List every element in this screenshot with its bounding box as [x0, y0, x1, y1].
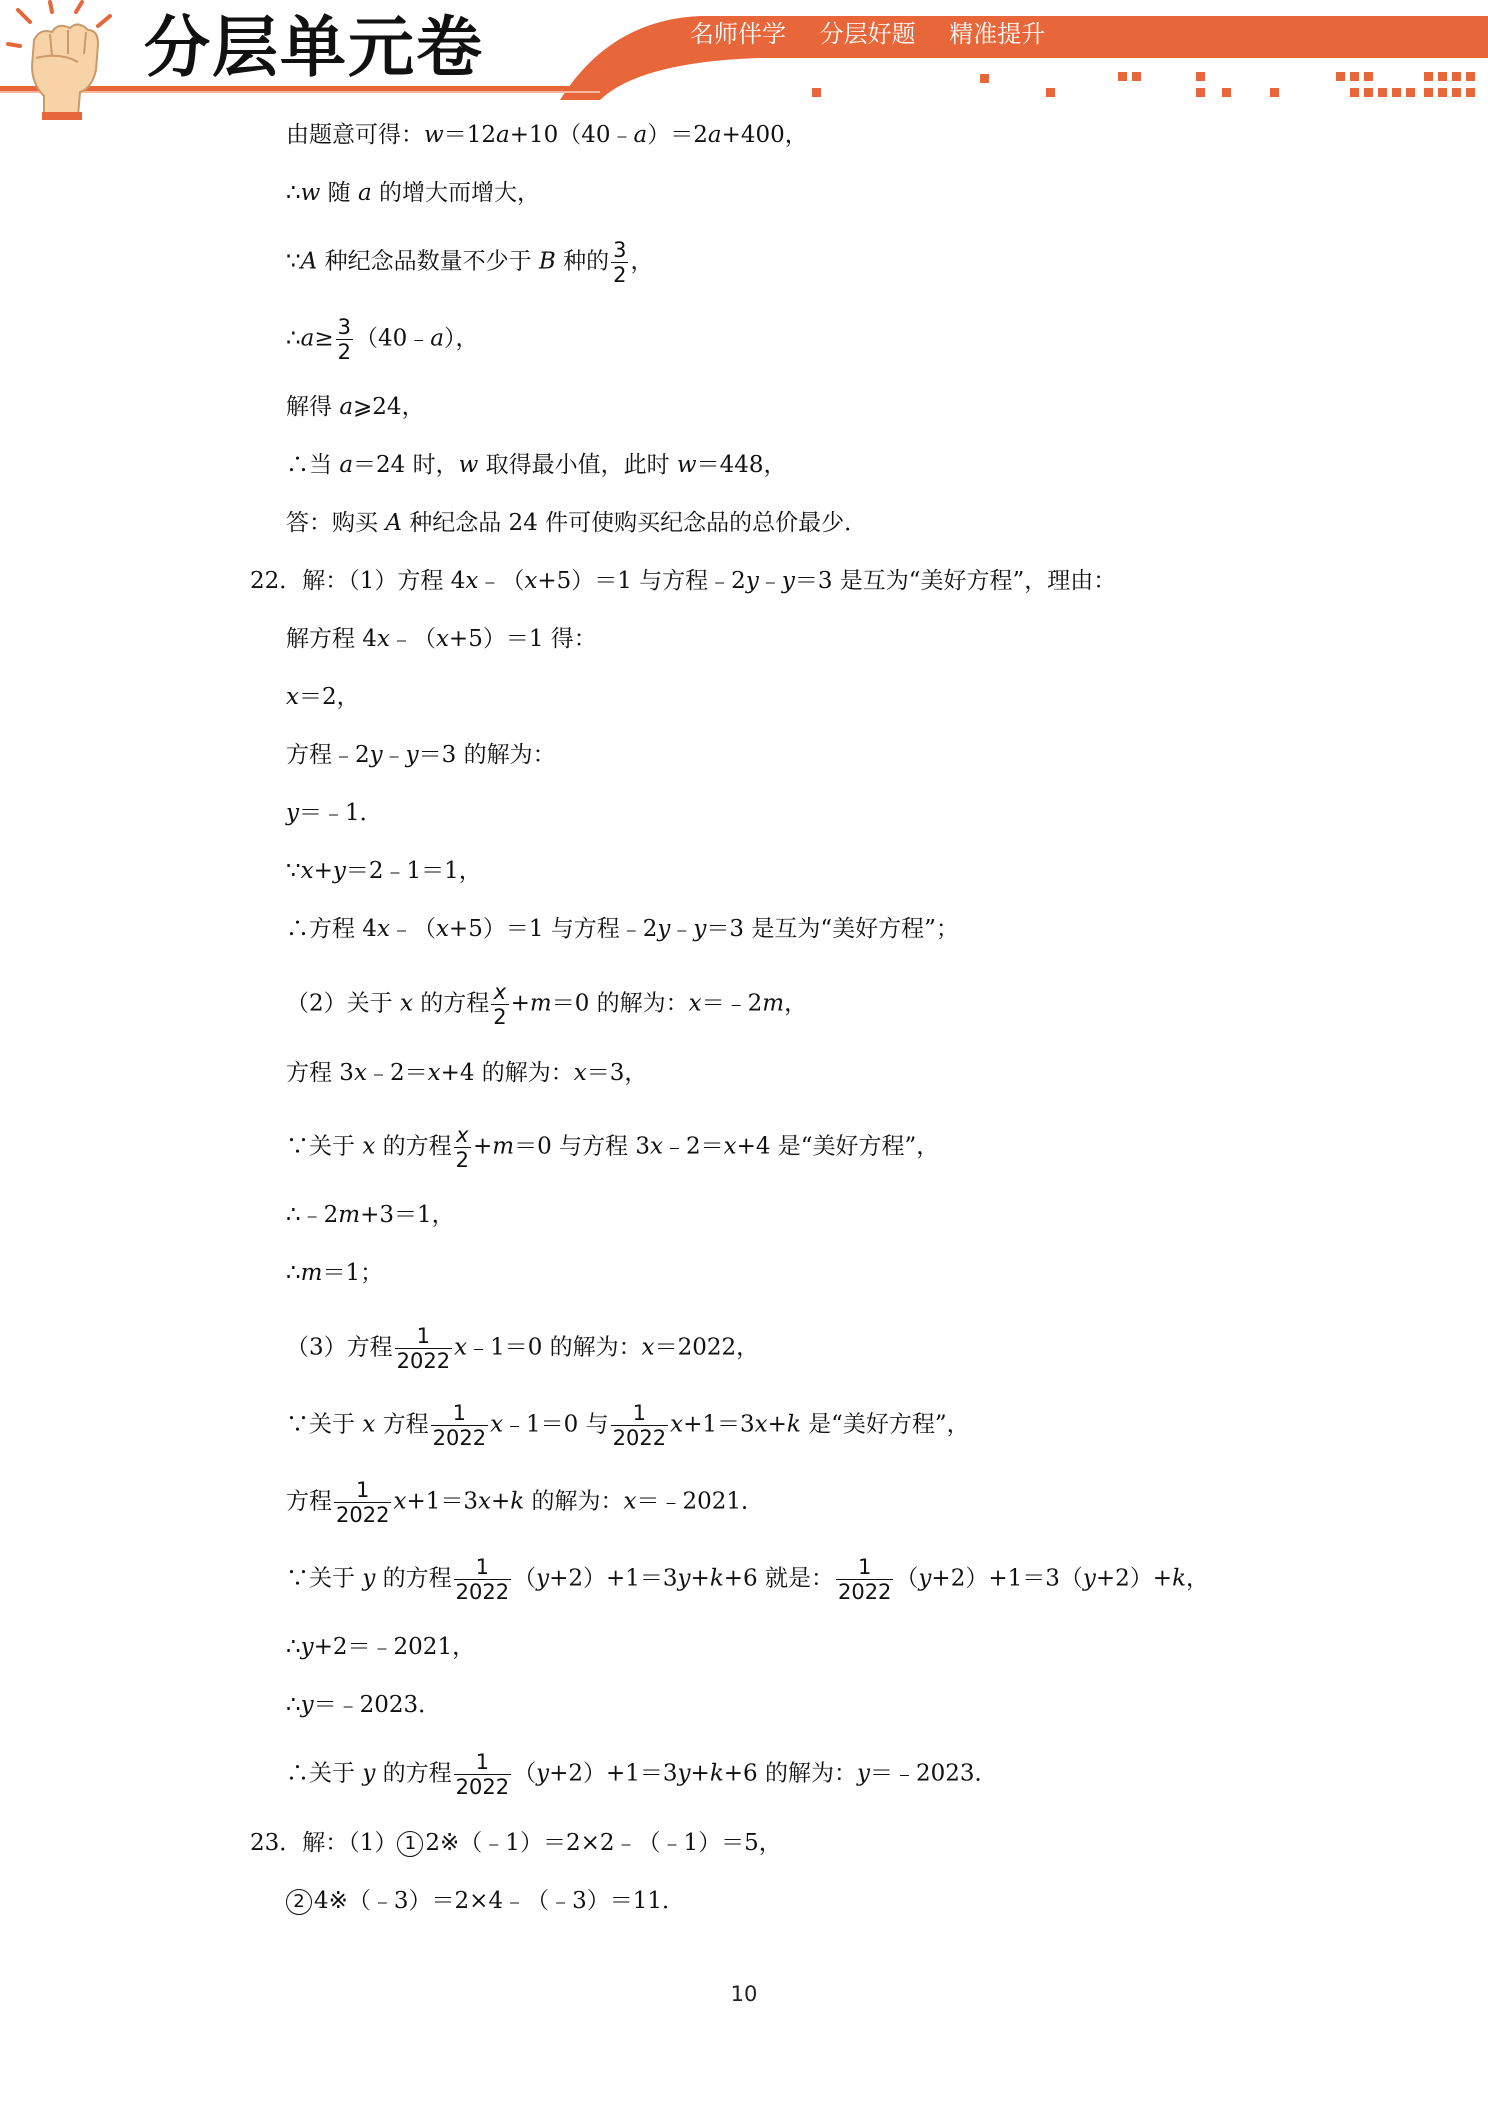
fraction: $\frac{1}{2022}$ — [455, 1555, 510, 1604]
text-line: ∴﹣2m+3＝1， — [286, 1202, 455, 1228]
text-line: ∵关于 y 的方程 $\frac{1}{2022}$ （y+2）+1＝3y+k+6 就是： $\frac{1}{2022}$ （y+2）+1＝3（y+2）+k， — [286, 1555, 1209, 1604]
fraction: $\frac{x}{2}$ — [455, 1123, 469, 1172]
fraction: $\frac{3}{2}$ — [337, 315, 352, 364]
text-line: 答：购买 A 种纪念品 24 件可使购买纪念品的总价最少． — [286, 510, 868, 536]
text-line: ∴y＝﹣2023． — [286, 1692, 442, 1718]
fraction: $\frac{1}{2022}$ — [837, 1555, 892, 1604]
text-line: 23．解：（1） 1 2※（﹣1）＝2×2﹣（﹣1）＝5， — [250, 1830, 782, 1856]
text-line: 方程 3x﹣2＝x+4 的解为：x＝3， — [286, 1060, 648, 1086]
text-line: ∴y+2＝﹣2021， — [286, 1634, 476, 1660]
header-slogans — [690, 18, 1410, 50]
text-line: 方程 $\frac{1}{2022}$ x+1＝3x+k 的解为：x＝﹣2021． — [286, 1478, 765, 1527]
slogan-3: 精准提升 — [949, 20, 1046, 48]
text-line: ∴方程 4x﹣（x+5）＝1 与方程﹣2y﹣y＝3 是互为“美好方程”； — [286, 916, 959, 942]
text-line: ∵关于 x 方程 $\frac{1}{2022}$ x﹣1＝0 与 $\frac{1}{2022}$ x+1＝3x+k 是“美好方程”， — [286, 1401, 970, 1450]
text-line: x＝2， — [286, 684, 360, 710]
fraction: $\frac{1}{2022}$ — [432, 1401, 487, 1450]
fraction: $\frac{3}{2}$ — [613, 238, 627, 287]
page-number: 10 — [730, 1982, 758, 2006]
slogan-1: 名师伴学 — [690, 20, 786, 48]
text-line: ∴当 a＝24 时，w 取得最小值，此时 w＝448， — [286, 452, 787, 478]
circled-number: 2 — [286, 1889, 312, 1915]
text-line: 由题意可得：w＝12a+10（40﹣a）＝2a+400， — [286, 122, 808, 148]
fraction: $\frac{1}{2022}$ — [396, 1324, 451, 1373]
text-line: （2）关于 x 的方程 $\frac{x}{2}$ +m＝0 的解为：x＝﹣2m， — [286, 980, 808, 1029]
text-line: ∵A 种纪念品数量不少于 B 种的 $\frac{3}{2}$ ， — [286, 238, 654, 287]
text-line: 22．解：（1）方程 4x﹣（x+5）＝1 与方程﹣2y﹣y＝3 是互为“美好方程”，理由： — [250, 568, 1117, 594]
circled-number: 1 — [397, 1831, 423, 1857]
text-line: （3）方程 $\frac{1}{2022}$ x﹣1＝0 的解为：x＝2022， — [286, 1324, 760, 1373]
text-line: ∴w 随 a 的增大而增大， — [286, 180, 540, 206]
fraction: $\frac{1}{2022}$ — [336, 1478, 390, 1527]
text-line: ∵关于 x 的方程 $\frac{x}{2}$ +m＝0 与方程 3x﹣2＝x+4 是“美好方程”， — [286, 1123, 940, 1172]
fist-icon — [8, 2, 110, 120]
header-title: 分层单元卷 — [144, 9, 484, 86]
text-line: ∴a≥ $\frac{3}{2}$ （40﹣a）， — [286, 315, 479, 364]
text-line: ∴m＝1； — [286, 1260, 384, 1286]
text-line: 方程﹣2y﹣y＝3 的解为： — [286, 742, 556, 768]
text-line: 解得 a⩾24， — [286, 394, 425, 420]
fraction: $\frac{1}{2022}$ — [612, 1401, 667, 1450]
decor-squares — [812, 72, 1475, 97]
text-line: 2 4※（﹣3）＝2×4﹣（﹣3）＝11． — [286, 1884, 685, 1918]
text-line: y＝﹣1． — [286, 800, 383, 826]
slogan-2: 分层好题 — [819, 20, 916, 48]
fraction: $\frac{x}{2}$ — [493, 980, 507, 1029]
text-line: 解方程 4x﹣（x+5）＝1 得： — [286, 626, 597, 652]
text-line: ∴关于 y 的方程 $\frac{1}{2022}$ （y+2）+1＝3y+k+6 的解为：y＝﹣2023． — [286, 1750, 998, 1799]
fraction: $\frac{1}{2022}$ — [455, 1750, 510, 1799]
page-header — [0, 0, 1488, 120]
text-line: ∵x+y＝2﹣1＝1， — [286, 858, 482, 884]
